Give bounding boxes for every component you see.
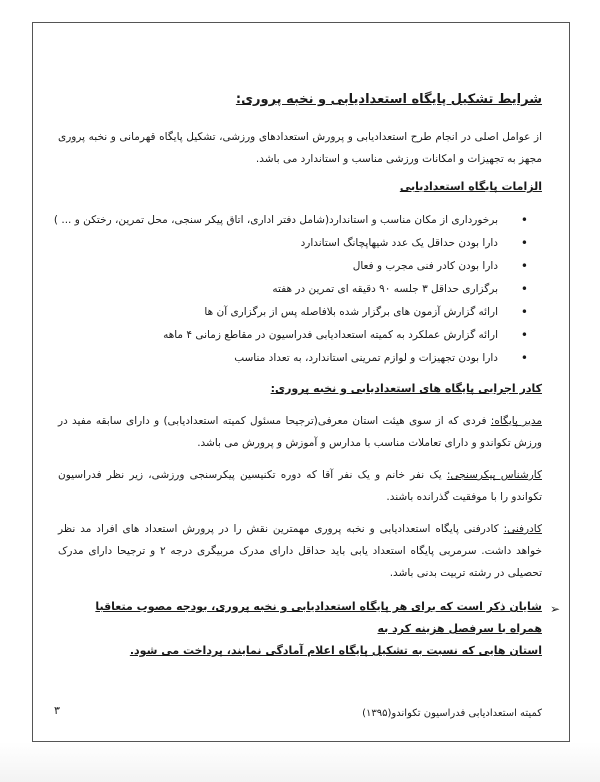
requirements-list (53, 209, 542, 370)
requirement-item: • برگزاری حداقل ۳ جلسه ۹۰ دقیقه ای تمرین در هفته (102, 278, 542, 301)
staff-role-label: کارشناس پیکرسنجی: (446, 469, 542, 481)
arrow-bullet-icon: ➢ (549, 602, 560, 616)
page-number: ۳ (54, 704, 60, 717)
page-title: شرایط تشکیل پایگاه استعدادیابی و نخبه پروری: (235, 92, 542, 107)
staff-manager-paragraph (58, 410, 542, 454)
staff-coaching-paragraph (58, 518, 542, 584)
requirement-item: • ارائه گزارش عملکرد به کمیته استعدادیابی فدراسیون در مقاطع زمانی ۴ ماهه (102, 324, 542, 347)
requirement-item: • دارا بودن کادر فنی مجرب و فعال (102, 255, 542, 278)
requirement-item: • دارا بودن حداقل یک عدد شیهاپچانگ استاندارد (102, 232, 542, 255)
note-line: شایان ذکر است که برای هر پایگاه استعدادیابی و نخبه پروری، بودجه مصوب متعاقبا همراه با سرفصل هزینه کرد به (95, 600, 542, 635)
footer-text: کمیته استعدادیابی فدراسیون تکواندو(۱۳۹۵) (362, 708, 542, 719)
staff-role-label: کادرفنی: (503, 523, 542, 535)
budget-note (72, 596, 560, 662)
requirement-item: • دارا بودن تجهیزات و لوازم تمرینی استاندارد، به تعداد مناسب (102, 347, 542, 370)
note-line: استان هایی که نسبت به تشکیل پایگاه اعلام آمادگی نمایند، پرداخت می شود. (129, 644, 542, 657)
staff-anthropometry-paragraph (58, 464, 542, 508)
staff-description: یک نفر خانم و یک نفر آقا که دوره تکنیسین پیکرسنجی ورزشی، زیر نظر فدراسیون تکواندو را با موفقیت گذرانده باشند. (58, 469, 542, 503)
requirement-item: • ارائه گزارش آزمون های برگزار شده بلافاصله پس از برگزاری آن ها (102, 301, 542, 324)
intro-paragraph: از عوامل اصلی در انجام طرح استعدادیابی و پرورش استعدادهای ورزشی، تشکیل پایگاه قهرمانی و نخبه پروری مجهز به تجهیزات و امکانات ورزشی مناسب و استاندارد می باشد. (58, 131, 542, 165)
staff-role-label: مدیر پایگاه: (490, 415, 542, 427)
scan-shadow (0, 742, 600, 782)
staff-description: کادرفنی پایگاه استعدادیابی و نخبه پروری مهمترین نقش را در پرورش استعداد های افراد مد نظر خواهد داشت. سرمربی پایگاه استعداد یابی باید حداقل دارای مدرک مربیگری درجه ۲ و ترجیحا دارای مدرک تحصیلی در رشته تربیت بدنی باشد. (58, 523, 542, 579)
staff-heading: کادر اجرایی پایگاه های استعدادیابی و نخبه پروری: (270, 382, 542, 395)
requirement-item: • برخورداری از مکان مناسب و استاندارد(شامل دفتر اداری، اتاق پیکر سنجی، محل تمرین، رختکن و ... ) (102, 209, 542, 232)
staff-description: فردی که از سوی هیئت استان معرفی(ترجیحا مسئول کمیته استعدادیابی) و دارای سابقه مفید در ورزش تکواندو و دارای تعاملات مناسب با مدارس و آموزش و پرورش می باشد. (58, 415, 542, 449)
requirements-heading: الزامات پایگاه استعدادیابی (399, 180, 542, 193)
